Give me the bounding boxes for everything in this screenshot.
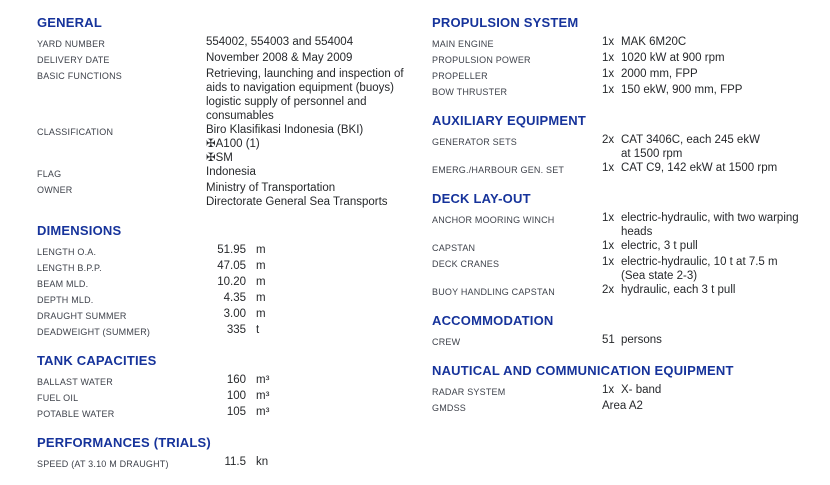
row-value: Area A2 xyxy=(602,400,643,412)
section-title: AUXILIARY EQUIPMENT xyxy=(432,113,587,128)
row-qty: 1x xyxy=(602,36,615,48)
row-qty: 1x xyxy=(602,162,615,174)
right-column xyxy=(432,15,827,429)
row-value xyxy=(206,181,417,209)
row-unit: m xyxy=(256,244,266,256)
row-value xyxy=(621,51,827,65)
row-label: DEADWEIGHT (SUMMER) xyxy=(37,327,151,337)
value-line: hydraulic, each 3 t pull xyxy=(621,284,736,296)
row-label: BEAM MLD. xyxy=(37,279,89,289)
row-value xyxy=(621,255,827,283)
spec-row xyxy=(37,405,417,421)
value-line: at 1500 rpm xyxy=(621,148,683,160)
value-line: electric, 3 t pull xyxy=(621,240,698,252)
row-qty: 1x xyxy=(602,212,615,224)
spec-row xyxy=(37,67,417,123)
value-line: 554002, 554003 and 554004 xyxy=(206,36,354,48)
value-line: heads xyxy=(621,226,653,238)
value-line: electric-hydraulic, with two warping xyxy=(621,212,799,224)
spec-row xyxy=(37,307,417,323)
row-value-number: 11.5 xyxy=(224,456,246,468)
section-title: PERFORMANCES (TRIALS) xyxy=(37,435,211,450)
row-value-number: 3.00 xyxy=(223,308,246,320)
section-performances xyxy=(37,435,417,471)
spec-row xyxy=(432,51,827,67)
spec-row xyxy=(432,399,827,415)
value-line: CAT 3406C, each 245 ekW xyxy=(621,134,760,146)
spec-row xyxy=(37,165,417,181)
value-line: Biro Klasifikasi Indonesia (BKI) xyxy=(206,124,364,136)
row-qty: 1x xyxy=(602,240,615,252)
value-line classification-notation: ✠SM xyxy=(206,152,233,164)
row-unit: m³ xyxy=(256,390,270,402)
section-title: PROPULSION SYSTEM xyxy=(432,15,579,30)
row-value xyxy=(621,333,827,347)
row-unit: m³ xyxy=(256,374,270,386)
spec-row xyxy=(432,67,827,83)
spec-row xyxy=(37,181,417,209)
spec-row xyxy=(432,333,827,349)
section-propulsion-system xyxy=(432,15,827,99)
section-tank-capacities xyxy=(37,353,417,421)
row-label: CLASSIFICATION xyxy=(37,127,114,137)
row-value xyxy=(621,383,827,397)
value-line classification-notation: ✠A100 (1) xyxy=(206,138,260,150)
value-line: Retrieving, launching and inspection of xyxy=(206,68,404,80)
spec-row xyxy=(37,123,417,165)
value-line: Ministry of Transportation xyxy=(206,182,336,194)
row-value xyxy=(621,35,827,49)
spec-row xyxy=(37,243,417,259)
row-label: RADAR SYSTEM xyxy=(432,387,506,397)
section-title: ACCOMMODATION xyxy=(432,313,554,328)
spec-row xyxy=(432,255,827,283)
row-value-number: 335 xyxy=(226,324,246,336)
row-label: MAIN ENGINE xyxy=(432,39,494,49)
spec-row xyxy=(432,211,827,239)
row-value-number: 105 xyxy=(226,406,246,418)
row-qty: 1x xyxy=(602,384,615,396)
value-line: November 2008 & May 2009 xyxy=(206,52,353,64)
section-general xyxy=(37,15,417,209)
value-line: 1020 kW at 900 rpm xyxy=(621,52,725,64)
value-line: consumables xyxy=(206,110,274,122)
section-nautical-communication xyxy=(432,363,827,415)
row-label: POTABLE WATER xyxy=(37,409,115,419)
section-title: DECK LAY-OUT xyxy=(432,191,531,206)
row-qty: 1x xyxy=(602,68,615,80)
value-line: X- band xyxy=(621,384,662,396)
row-label: DECK CRANES xyxy=(432,259,500,269)
row-label: GMDSS xyxy=(432,403,467,413)
row-label: BOW THRUSTER xyxy=(432,87,508,97)
row-label: BALLAST WATER xyxy=(37,377,113,387)
row-value xyxy=(621,161,827,175)
row-label: PROPELLER xyxy=(432,71,488,81)
row-value xyxy=(206,51,417,65)
row-value xyxy=(206,35,417,49)
row-qty: 1x xyxy=(602,256,615,268)
section-title: DIMENSIONS xyxy=(37,223,122,238)
row-value-number: 47.05 xyxy=(217,260,246,272)
spec-row xyxy=(432,283,827,299)
value-line: Indonesia xyxy=(206,166,256,178)
row-value-number: 100 xyxy=(226,390,246,402)
row-label: DELIVERY DATE xyxy=(37,55,110,65)
row-value-number: 51.95 xyxy=(217,244,246,256)
section-title: NAUTICAL AND COMMUNICATION EQUIPMENT xyxy=(432,363,734,378)
value-line: persons xyxy=(621,334,662,346)
value-line: electric-hydraulic, 10 t at 7.5 m xyxy=(621,256,778,268)
row-unit: m xyxy=(256,276,266,288)
row-value xyxy=(621,239,827,253)
row-label: LENGTH O.A. xyxy=(37,247,97,257)
spec-row xyxy=(37,455,417,471)
section-dimensions xyxy=(37,223,417,339)
row-value xyxy=(206,165,417,179)
row-unit: m xyxy=(256,260,266,272)
row-qty: 1x xyxy=(602,52,615,64)
row-label: ANCHOR MOORING WINCH xyxy=(432,215,555,225)
spec-row xyxy=(432,161,827,177)
row-value xyxy=(621,283,827,297)
left-column xyxy=(37,15,417,485)
row-value-number: 10.20 xyxy=(217,276,246,288)
row-label: CREW xyxy=(432,337,461,347)
value-line: 2000 mm, FPP xyxy=(621,68,698,80)
value-line: 150 ekW, 900 mm, FPP xyxy=(621,84,743,96)
row-value xyxy=(621,83,827,97)
row-qty: 51 xyxy=(602,334,615,346)
row-qty: 1x xyxy=(602,84,615,96)
value-line: (Sea state 2-3) xyxy=(621,270,698,282)
spec-row xyxy=(432,83,827,99)
row-unit: kn xyxy=(256,456,269,468)
row-label: FUEL OIL xyxy=(37,393,79,403)
row-value xyxy=(621,211,827,239)
spec-row xyxy=(432,35,827,51)
row-label: YARD NUMBER xyxy=(37,39,106,49)
row-label: EMERG./HARBOUR GEN. SET xyxy=(432,165,565,175)
value-line: MAK 6M20C xyxy=(621,36,687,48)
section-title: GENERAL xyxy=(37,15,102,30)
spec-row xyxy=(37,323,417,339)
row-label: GENERATOR SETS xyxy=(432,137,517,147)
value-line: Directorate General Sea Transports xyxy=(206,196,388,208)
row-label: BUOY HANDLING CAPSTAN xyxy=(432,287,555,297)
spec-row xyxy=(37,35,417,51)
spec-row xyxy=(37,51,417,67)
row-qty: 2x xyxy=(602,134,615,146)
row-unit: m xyxy=(256,308,266,320)
row-label: CAPSTAN xyxy=(432,243,476,253)
row-value xyxy=(621,133,827,161)
row-label: PROPULSION POWER xyxy=(432,55,531,65)
section-auxiliary-equipment xyxy=(432,113,827,177)
spec-row xyxy=(432,239,827,255)
row-label: BASIC FUNCTIONS xyxy=(37,71,123,81)
row-label: LENGTH B.P.P. xyxy=(37,263,102,273)
row-label: FLAG xyxy=(37,169,62,179)
spec-row xyxy=(37,389,417,405)
row-label: SPEED (AT 3.10 M DRAUGHT) xyxy=(37,459,169,469)
row-value xyxy=(621,67,827,81)
row-label: DEPTH MLD. xyxy=(37,295,94,305)
row-unit: t xyxy=(256,324,260,336)
section-deck-lay-out xyxy=(432,191,827,299)
section-title: TANK CAPACITIES xyxy=(37,353,157,368)
spec-row xyxy=(37,275,417,291)
row-value-number: 160 xyxy=(226,374,246,386)
value-line: CAT C9, 142 ekW at 1500 rpm xyxy=(621,162,778,174)
row-value xyxy=(206,67,417,123)
row-label: DRAUGHT SUMMER xyxy=(37,311,127,321)
row-value-number: 4.35 xyxy=(223,292,246,304)
value-line: logistic supply of personnel and xyxy=(206,96,367,108)
row-value xyxy=(206,123,417,165)
spec-row xyxy=(37,373,417,389)
row-label: OWNER xyxy=(37,185,73,195)
row-unit: m³ xyxy=(256,406,270,418)
spec-row xyxy=(37,259,417,275)
spec-row xyxy=(432,133,827,161)
row-qty: 2x xyxy=(602,284,615,296)
spec-row xyxy=(432,383,827,399)
row-unit: m xyxy=(256,292,266,304)
spec-row xyxy=(37,291,417,307)
section-accommodation xyxy=(432,313,827,349)
value-line: aids to navigation equipment (buoys) xyxy=(206,82,394,94)
